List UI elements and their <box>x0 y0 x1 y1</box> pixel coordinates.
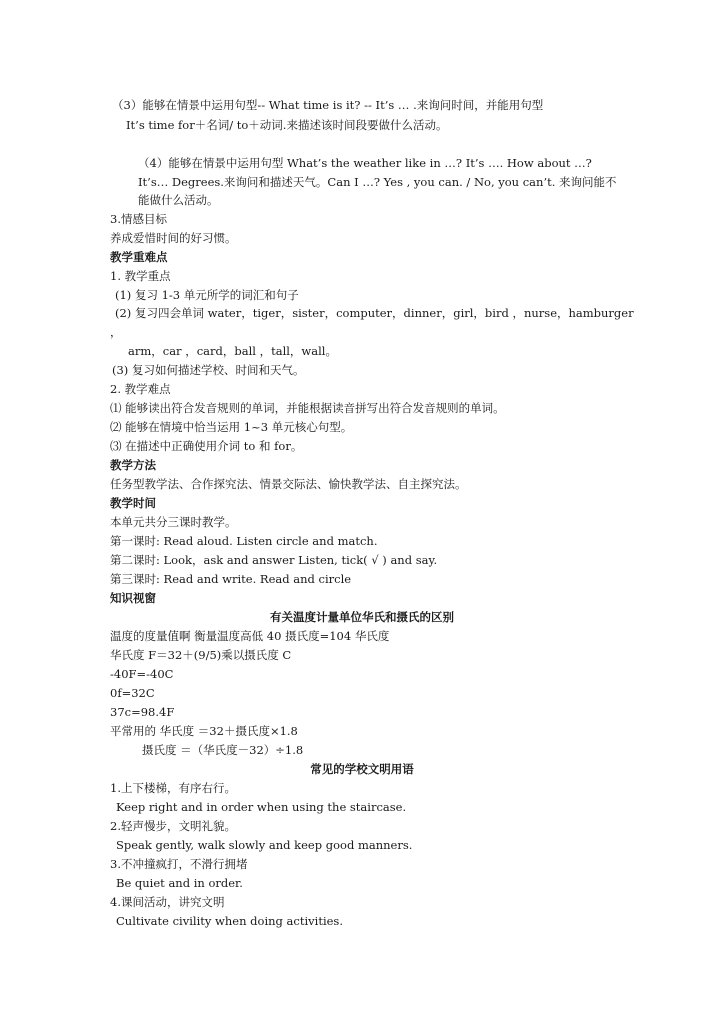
phrase-3-chinese: 3.不冲撞疯打，不滑行拥堵 <box>110 857 248 871</box>
focus-item-1: (1) 复习 1-3 单元所学的词汇和句子 <box>115 288 299 302</box>
phrase-1-chinese: 1.上下楼梯，有序右行。 <box>110 781 236 795</box>
school-phrases-title: 常见的学校文明用语 <box>310 762 414 776</box>
objective-4-line-2: It’s… Degrees.来询问和描述天气。Can I …? Yes , you can. / No, you can’t. 来询问能不 <box>138 175 617 189</box>
temperature-section-title: 有关温度计量单位华氏和摄氏的区别 <box>270 610 454 624</box>
temperature-line-2: 华氏度 F＝32＋(9/5)乘以摄氏度 C <box>110 648 292 662</box>
focus-item-2-line-2: ， <box>110 325 122 339</box>
emotion-goal-heading: 3.情感目标 <box>110 212 167 226</box>
temperature-line-7: 摄氏度 ＝（华氏度－32）÷1.8 <box>142 743 304 757</box>
methods-text: 任务型教学法、合作探究法、情景交际法、愉快教学法、自主探究法。 <box>110 477 467 491</box>
temperature-line-4: 0f=32C <box>110 686 155 700</box>
phrase-4-chinese: 4.课间活动，讲究文明 <box>110 895 225 909</box>
focus-item-2-line-1: (2) 复习四会单词 water，tiger，sister，computer，dinner，girl，bird ，nurse，hamburger <box>115 306 634 320</box>
focus-item-3: (3) 复习如何描述学校、时间和天气。 <box>112 363 305 377</box>
phrase-4-english: Cultivate civility when doing activities. <box>116 914 343 928</box>
emotion-goal-text: 养成爱惜时间的好习惯。 <box>110 231 237 245</box>
schedule-lesson-1: 第一课时: Read aloud. Listen circle and match. <box>110 534 378 548</box>
difficulty-item-1: ⑴ 能够读出符合发音规则的单词，并能根据读音拼写出符合发音规则的单词。 <box>110 401 505 415</box>
schedule-lesson-3: 第三课时: Read and write. Read and circle <box>110 572 352 586</box>
phrase-1-english: Keep right and in order when using the staircase. <box>116 800 407 814</box>
schedule-intro: 本单元共分三课时教学。 <box>110 515 237 529</box>
methods-heading: 教学方法 <box>110 458 156 472</box>
difficulty-item-2: ⑵ 能够在情境中恰当运用 1~3 单元核心句型。 <box>110 420 353 434</box>
temperature-line-3: -40F=-40C <box>110 667 174 681</box>
phrase-2-chinese: 2.轻声慢步，文明礼貌。 <box>110 819 236 833</box>
temperature-line-1: 温度的度量值啊 衡量温度高低 40 摄氏度=104 华氏度 <box>110 629 390 643</box>
temperature-line-6: 平常用的 华氏度 ＝32＋摄氏度×1.8 <box>110 724 298 738</box>
phrase-2-english: Speak gently, walk slowly and keep good manners. <box>116 838 413 852</box>
objective-3-line-1: （3）能够在情景中运用句型-- What time is it? -- It’s … .来询问时间，并能用句型 <box>112 98 544 112</box>
temperature-line-5: 37c=98.4F <box>110 705 175 719</box>
teaching-focus-heading: 1. 教学重点 <box>110 269 171 283</box>
objective-4-line-3: 能做什么活动。 <box>138 193 219 207</box>
schedule-heading: 教学时间 <box>110 496 156 510</box>
objective-3-line-2: It’s time for＋名词/ to＋动词.来描述该时间段要做什么活动。 <box>126 118 448 132</box>
difficulty-item-3: ⑶ 在描述中正确使用介词 to 和 for。 <box>110 439 303 453</box>
objective-4-line-1: （4）能够在情景中运用句型 What’s the weather like in …? It’s …. How about …? <box>138 156 592 170</box>
teaching-difficulty-heading: 2. 教学难点 <box>110 382 171 396</box>
phrase-3-english: Be quiet and in order. <box>116 876 243 890</box>
schedule-lesson-2: 第二课时: Look，ask and answer Listen, tick( √ ) and say. <box>110 553 438 567</box>
knowledge-heading: 知识视窗 <box>110 591 156 605</box>
key-points-heading: 教学重难点 <box>110 250 168 264</box>
focus-item-2-line-3: arm，car ，card，ball ，tall，wall。 <box>128 344 337 358</box>
